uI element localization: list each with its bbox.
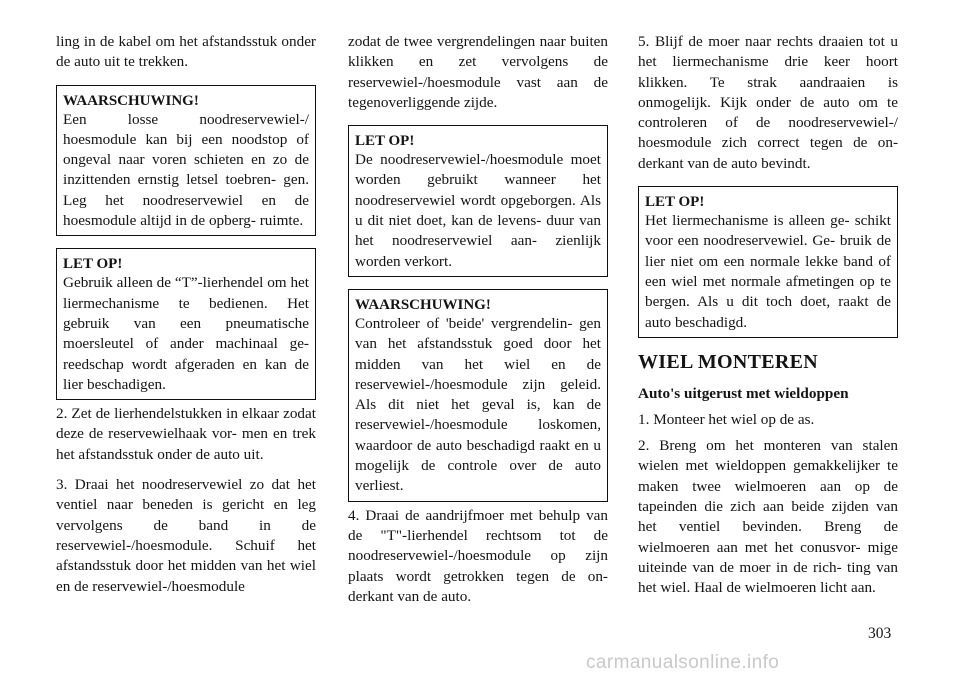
- caution-body: De noodreservewiel-/hoesmodule moet worden gebruikt wanneer het noodreservewiel wordt opgeborgen. Als u dit niet doet, kan de levens- duur van het noodreservewiel aan- zienlijk worden verkort.: [355, 151, 601, 270]
- caution-body: Gebruik alleen de “T”-lierhendel om het liermechanisme te bedienen. Het gebruik van een pneumatische moersleutel of ander machinaal ge- reedschap wordt afgeraden en kan de lier beschadigen.: [63, 274, 309, 393]
- warning-box-1: [56, 85, 316, 237]
- page-number: 303: [868, 625, 892, 642]
- caution-box-2: [348, 125, 608, 277]
- caution-body: Het liermechanisme is alleen ge- schikt voor een noodreservewiel. Ge- bruik de lier niet om een normale lekke band of een wiel met normale afmetingen op te bergen. Als u dit toch doet, raakt de auto beschadigd.: [645, 212, 891, 331]
- caution-title: LET OP!: [63, 256, 123, 273]
- mount-step-1: 1. Monteer het wiel op de as.: [638, 410, 815, 428]
- watermark: carmanualsonline.info: [586, 652, 780, 673]
- warning-body: Controleer of 'beide' vergrendelin- gen van het afstandsstuk goed door het midden van het wiel en de reservewiel-/hoesmodule zijn geleid. Als dit niet het geval is, kan de reservewiel-/hoesmodule loskomen, waardoor de auto beschadigd raakt en u mogelijk de controle over de auto verliest.: [355, 314, 601, 495]
- caution-title: LET OP!: [645, 194, 705, 211]
- column-3: [638, 32, 898, 599]
- section-heading: WIEL MONTEREN: [638, 350, 819, 373]
- paragraph-continuation: zodat de twee vergrendelingen naar buiten klikken en zet vervolgens de reservewiel-/hoesmodule vast aan de tegenoverliggende zijde.: [348, 33, 608, 111]
- column-1: [56, 32, 316, 597]
- mount-step-2: 2. Breng om het monteren van stalen wielen met wieldoppen gemakkelijker te maken twee wielmoeren aan op de tapeinden die zich aan beide zijden van het ventiel bevinden. Breng de wielmoeren aan met het conusvor- mige uiteinde van de moer in de rich- ting van het wiel. Haal de wielmoeren licht aan.: [638, 437, 898, 597]
- column-2: [348, 32, 608, 607]
- caution-box-3: [638, 186, 898, 338]
- warning-title: WAARSCHUWING!: [63, 92, 199, 109]
- step-5: 5. Blijf de moer naar rechts draaien tot u het liermechanisme drie keer hoort klikken. Te strak aandraaien is onmogelijk. Kijk onder de auto om te controleren of de noodreservewiel-/ hoesmodule zich correct tegen de on- derkant van de auto bevindt.: [638, 33, 898, 172]
- step-2: 2. Zet de lierhendelstukken in elkaar zodat deze de reservewielhaak vor- men en trek het afstandsstuk onder de auto uit.: [56, 405, 316, 463]
- subsection-heading: Auto's uitgerust met wieldoppen: [638, 384, 849, 402]
- paragraph-intro: ling in de kabel om het afstandsstuk onder de auto uit te trekken.: [56, 33, 316, 71]
- caution-title: LET OP!: [355, 133, 415, 150]
- warning-title: WAARSCHUWING!: [355, 296, 491, 313]
- caution-box-1: [56, 248, 316, 400]
- warning-box-2: [348, 289, 608, 502]
- step-4: 4. Draai de aandrijfmoer met behulp van de "T"-lierhendel rechtsom tot de noodreservewiel-/hoesmodule op zijn plaats wordt getrokken tegen de on- derkant van de auto.: [348, 506, 608, 605]
- step-3: 3. Draai het noodreservewiel zo dat het ventiel naar beneden is gericht en leg vervolgens de band in de reservewiel-/hoesmodule. Schuif het afstandsstuk door het midden van het wiel en de reservewiel-/hoesmodule: [56, 476, 316, 595]
- warning-body: Een losse noodreservewiel-/ hoesmodule kan bij een noodstop of ongeval naar voren schieten en zo de inzittenden ernstig letsel toebren- gen. Leg het noodreservewiel en de hoesmodule altijd in de opberg- ruimte.: [63, 110, 309, 230]
